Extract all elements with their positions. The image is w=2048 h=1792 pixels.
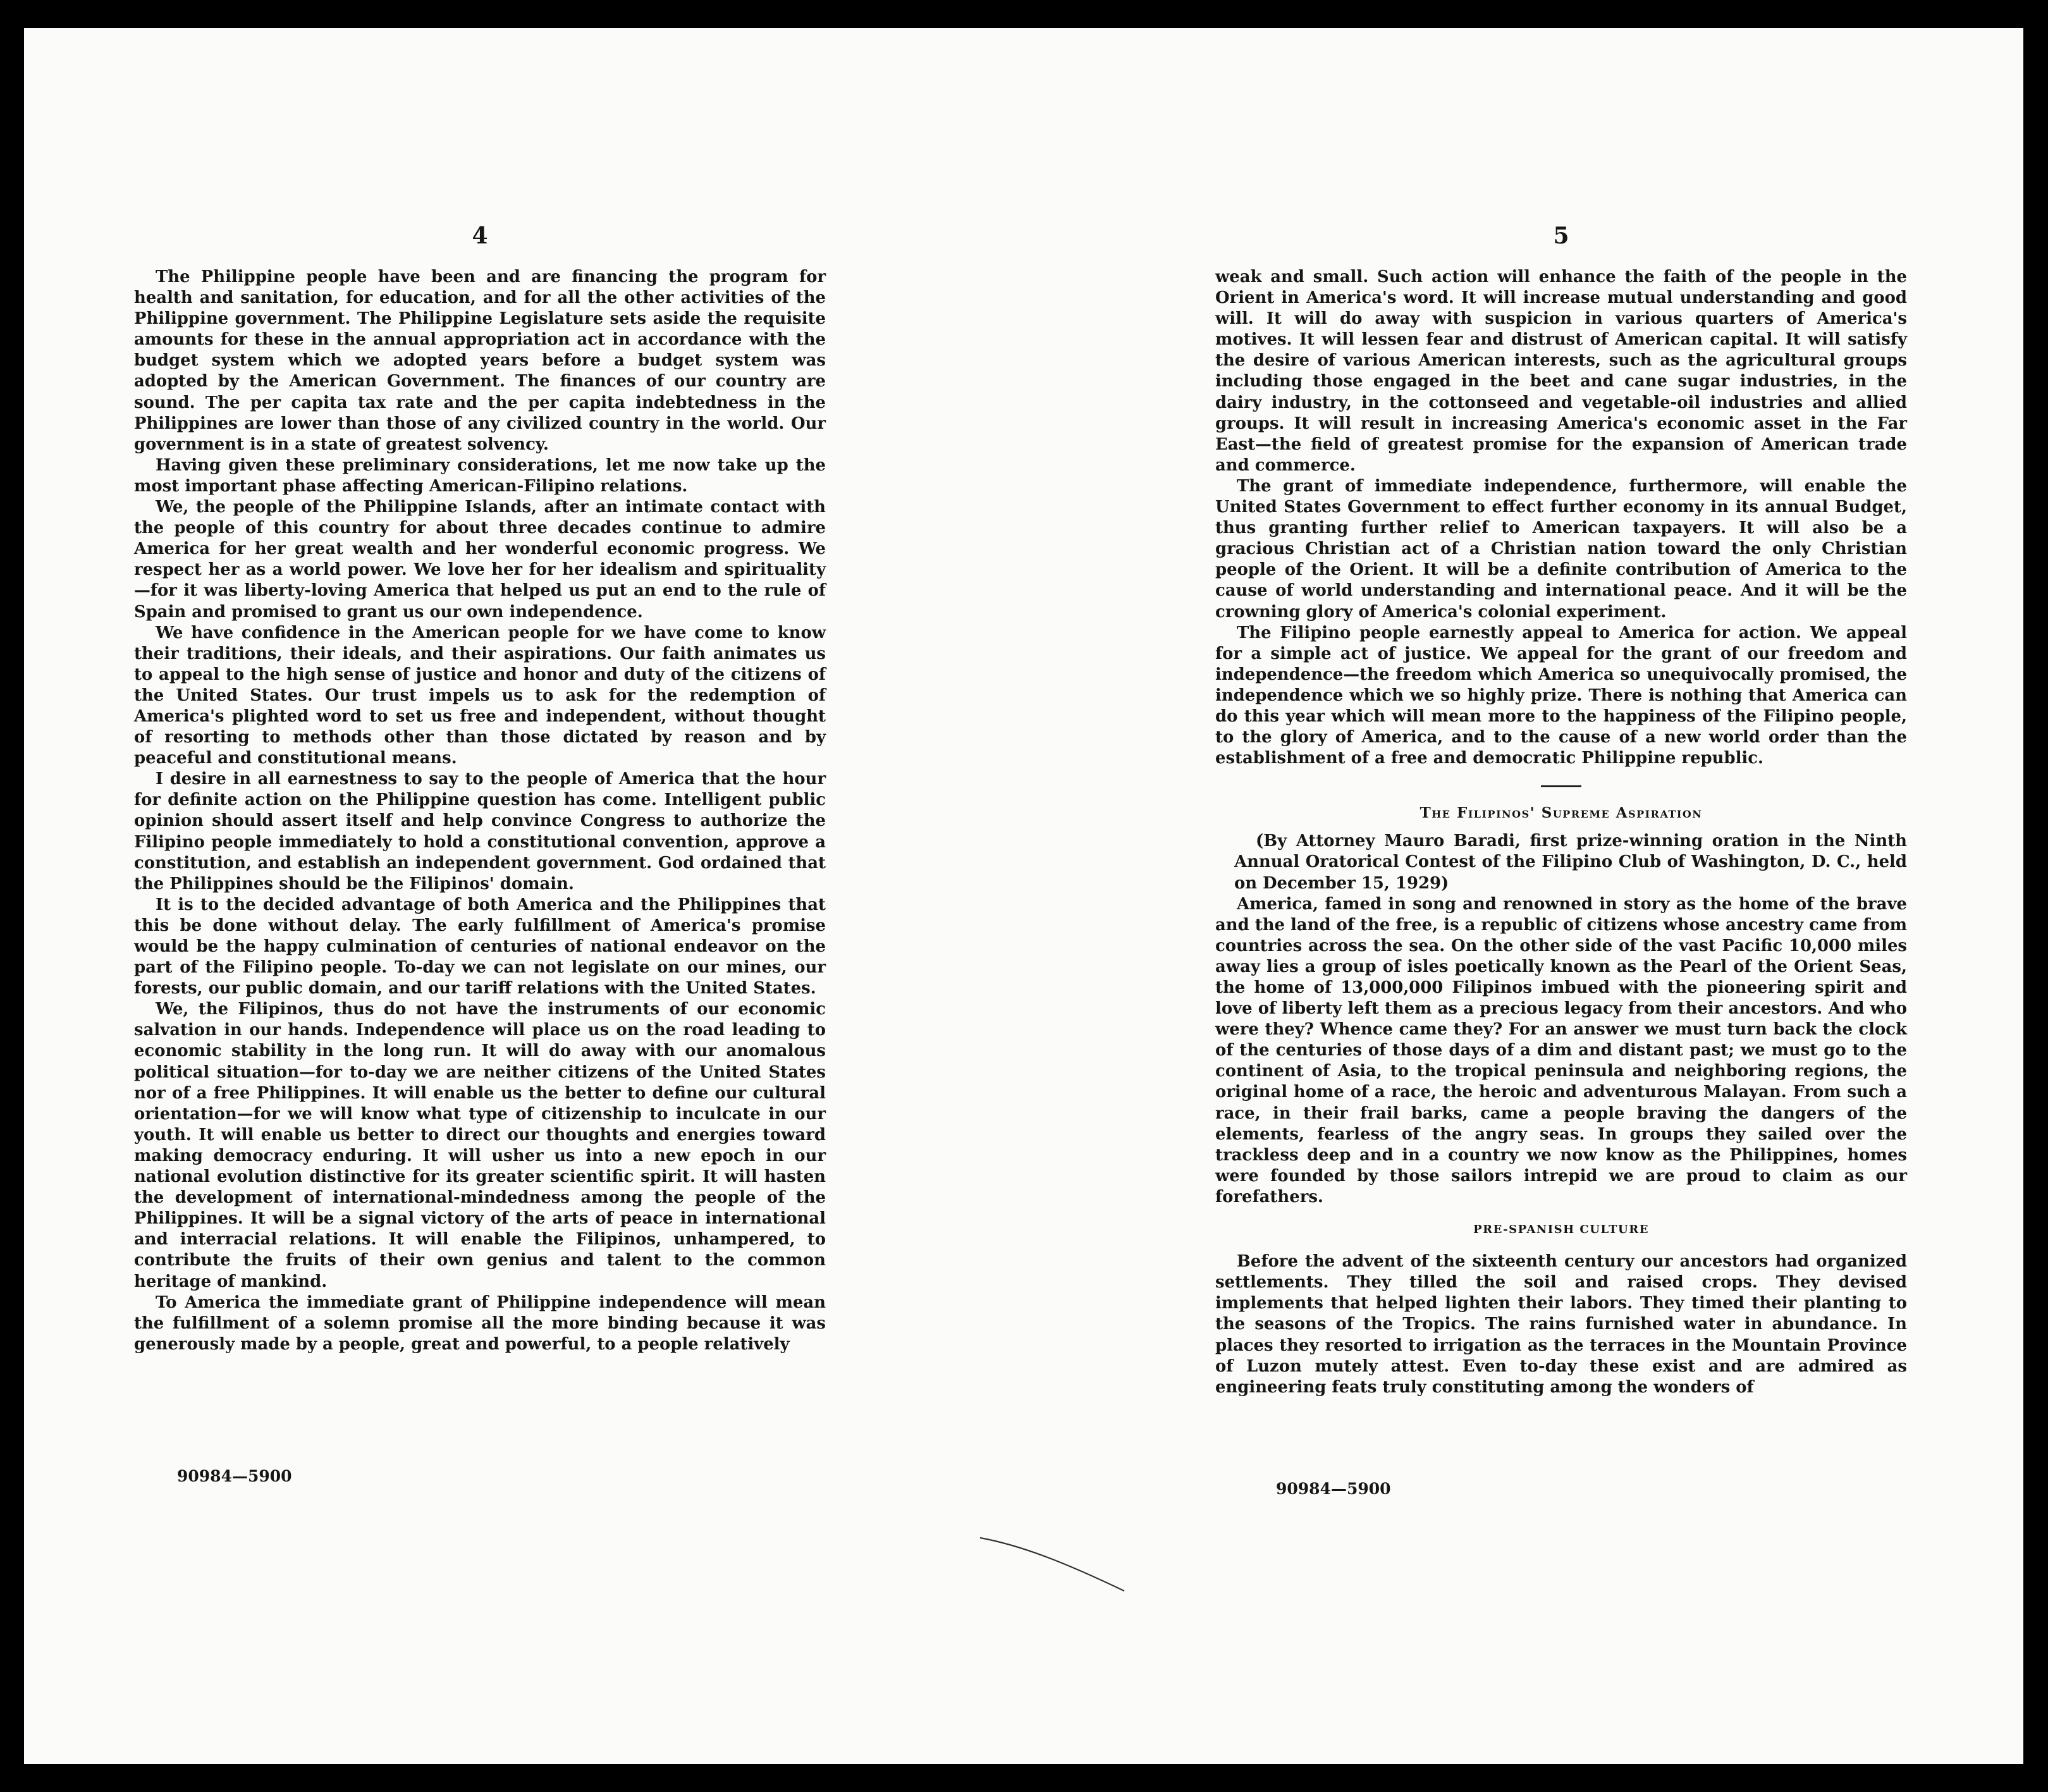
left-page: [134, 28, 826, 1764]
paragraph: The grant of immediate independence, furthermore, will enable the United States Government to effect further economy in its annual Budget, thus granting further relief to American taxpayers. It will also be a gracious Christian act of a Christian nation toward the only Christian people of the Orient. It will be a definite contribution of America to the cause of world understanding and international peace. And it will be the crowning glory of America's colonial experiment.: [1215, 476, 1907, 622]
right-page-body: [1215, 267, 1907, 1398]
page-number: 5: [1553, 223, 1569, 249]
page-number: 4: [472, 223, 488, 249]
paragraph: We, the Filipinos, thus do not have the instruments of our economic salvation in our hands. Independence will place us on the road leading to economic stability in the long run. It will do away with our anomalous political situation—for to-day we are neither citizens of the United States nor of a free Philippines. It will enable us the better to define our cultural orientation—for we will know what type of citizenship to inculcate in our youth. It will enable us better to direct our thoughts and energies toward making democracy enduring. It will usher us into a new epoch in our national evolution distinctive for its greater scientific spirit. It will hasten the development of international-mindedness among the people of the Philippines. It will be a signal victory of the arts of peace in international and interracial relations. It will enable the Filipinos, unhampered, to contribute the fruits of their own genius and talent to the common heritage of mankind.: [134, 1000, 826, 1291]
subheading: PRE-SPANISH CULTURE: [1473, 1223, 1649, 1237]
paragraph: It is to the decided advantage of both America and the Philippines that this be done without delay. The early fulfillment of America's promise would be the happy culmination of centuries of national endeavor on the part of the Filipino people. To-day we can not legislate on our mines, our forests, our public domain, and our tariff relations with the United States.: [134, 895, 826, 998]
scanned-sheet: [24, 28, 2023, 1764]
paragraph: I desire in all earnestness to say to the people of America that the hour for definite action on the Philippine question has come. Intelligent public opinion should assert itself and help convince Congress to authorize the Filipino people immediately to hold a constitutional convention, approve a constitution, and establish an independent government. God ordained that the Philippines should be the Filipinos' domain.: [134, 770, 826, 893]
paragraph: The Philippine people have been and are financing the program for health and sanitation, for education, and for all the other activities of the Philippine government. The Philippine Legislature sets aside the requisite amounts for these in the annual appropriation act in accordance with the budget system which we adopted years before a budget system was adopted by the American Government. The finances of our country are sound. The per capita tax rate and the per capita indebtedness in the Philippines are lower than those of any civilized country in the world. Our government is in a state of greatest solvency.: [134, 267, 826, 454]
section-title: The Filipinos' Supreme Aspiration: [1419, 804, 1703, 822]
right-page: [1215, 28, 1907, 1764]
byline: (By Attorney Mauro Baradi, first prize-winning oration in the Ninth Annual Oratorical Contest of the Filipino Club of Washington, D. C., held on December 15, 1929): [1234, 832, 1907, 893]
paragraph: To America the immediate grant of Philippine independence will mean the fulfillment of a solemn promise all the more binding because it was generously made by a people, great and powerful, to a people relatively: [134, 1292, 826, 1354]
paragraph: We have confidence in the American people for we have come to know their traditions, their ideals, and their aspirations. Our faith animates us to appeal to the high sense of justice and honor and duty of the citizens of the United States. Our trust impels us to ask for the redemption of America's plighted word to set us free and independent, without thought of resorting to methods other than those dictated by reason and by peaceful and constitutional means.: [134, 623, 826, 768]
paragraph: We, the people of the Philippine Islands, after an intimate contact with the people of this country for about three decades continue to admire America for her great wealth and her wonderful economic progress. We respect her as a world power. We love her for her idealism and spirituality—for it was liberty-loving America that helped us put an end to the rule of Spain and promised to grant us our own independence.: [134, 498, 826, 622]
print-code-footer: 90984—5900: [1276, 1480, 1391, 1498]
scan-mark: [978, 1533, 1129, 1596]
paragraph: weak and small. Such action will enhance the faith of the people in the Orient in America's word. It will increase mutual understanding and good will. It will do away with suspicion in various quarters of America's motives. It will lessen fear and distrust of American capital. It will satisfy the desire of various American interests, such as the agricultural groups including those engaged in the beet and cane sugar industries, in the dairy industry, in the cottonseed and vegetable-oil industries and allied groups. It will result in increasing America's economic asset in the Far East—the field of greatest promise for the expansion of American trade and commerce.: [1215, 267, 1907, 475]
paragraph: Before the advent of the sixteenth century our ancestors had organized settlements. They tilled the soil and raised crops. They devised implements that helped lighten their labors. They timed their planting to the seasons of the Tropics. The rains furnished water in abundance. In places they resorted to irrigation as the terraces in the Mountain Province of Luzon mutely attest. Even to-day these exist and are admired as engineering feats truly constituting among the wonders of: [1215, 1252, 1907, 1397]
print-code-footer: 90984—5900: [177, 1467, 292, 1485]
paragraph: The Filipino people earnestly appeal to America for action. We appeal for a simple act of justice. We appeal for the grant of our freedom and independence—the freedom which America so unequivocally promised, the independence which we so highly prize. There is nothing that America can do this year which will mean more to the happiness of the Filipino people, to the glory of America, and to the cause of a new world order than the establishment of a free and democratic Philippine republic.: [1215, 623, 1907, 768]
left-page-body: [134, 267, 826, 1355]
section-divider: [1541, 785, 1581, 787]
paragraph: Having given these preliminary considerations, let me now take up the most important phase affecting American-Filipino relations.: [134, 455, 826, 496]
paragraph: America, famed in song and renowned in story as the home of the brave and the land of the free, is a republic of citizens whose ancestry came from countries across the sea. On the other side of the vast Pacific 10,000 miles away lies a group of isles poetically known as the Pearl of the Orient Seas, the home of 13,000,000 Filipinos imbued with the pioneering spirit and love of liberty left them as a precious legacy from their ancestors. And who were they? Whence came they? For an answer we must turn back the clock of the centuries of those days of a dim and distant past; we must go to the continent of Asia, to the tropical peninsula and neighboring regions, the original home of a race, the heroic and adventurous Malayan. From such a race, in their frail barks, came a people braving the dangers of the elements, fearless of the angry seas. In groups they sailed over the trackless deep and in a country we now know as the Philippines, homes were founded by those sailors intrepid we are proud to claim as our forefathers.: [1215, 894, 1907, 1206]
